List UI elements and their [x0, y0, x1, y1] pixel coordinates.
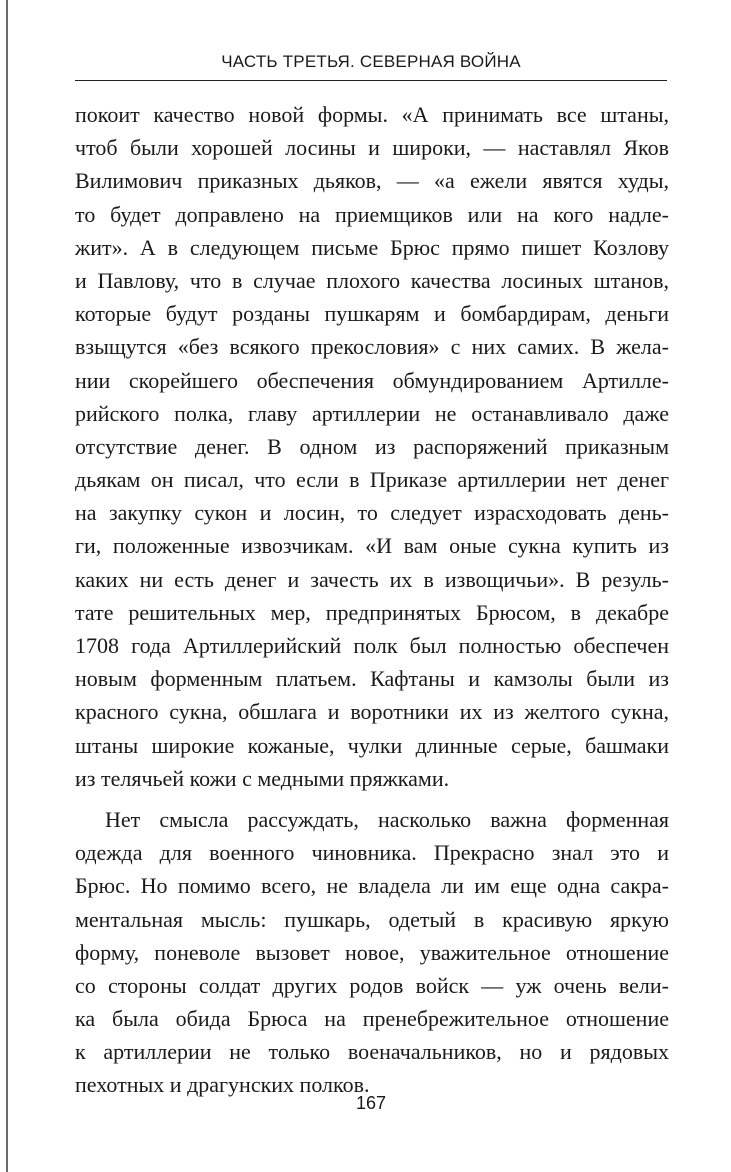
text-line: дьякам он писал, что если в Приказе артиллерии нет денег [75, 467, 669, 493]
text-line: ги, положенные извозчикам. «И вам оные сукна купить из [75, 533, 669, 559]
text-line: со стороны солдат других родов войск — уж очень вели- [75, 972, 669, 998]
text-line: то будет доправлено на приемщиков или на кого надле- [75, 201, 669, 227]
text-line: красного сукна, обшлага и воротники их из желтого сукна, [75, 699, 669, 725]
text-line: чтоб были хорошей лосины и широки, — наставлял Яков [75, 135, 669, 161]
page-body [75, 98, 669, 1102]
text-line: 1708 года Артиллерийский полк был полностью обеспечен [75, 633, 669, 658]
text-line: покоит качество новой формы. «А принимать все штаны, [75, 102, 669, 127]
text-line: жит». А в следующем письме Брюс прямо пишет Козлову [75, 234, 669, 260]
text-line: на закупку сукон и лосин, то следует израсходовать день- [75, 500, 669, 526]
text-line: штаны широкие кожаные, чулки длинные серые, башмаки [75, 732, 669, 758]
text-line: взыщутся «без всякого прекословия» с них самих. В жела- [75, 334, 669, 360]
text-line: новым форменным платьем. Кафтаны и камзолы были из [75, 666, 669, 692]
text-line: ка была обида Брюса на пренебрежительное отношение [75, 1006, 669, 1032]
text-line: Брюс. Но помимо всего, не владела ли им еще одна сакра- [75, 873, 669, 899]
paragraph-2 [75, 803, 669, 1102]
scan-page-edge [6, 0, 8, 1172]
text-line: отсутствие денег. В одном из распоряжений приказным [75, 433, 669, 459]
text-line: одежда для военного чиновника. Прекрасно знал это и [75, 840, 669, 866]
header-rule [75, 80, 667, 81]
paragraph-1 [75, 98, 669, 795]
text-line: и Павлову, что в случае плохого качества лосиных штанов, [75, 267, 669, 293]
text-line: нии скорейшего обеспечения обмундированием Артилле- [75, 367, 669, 393]
text-line: из телячьей кожи с медными пряжками. [75, 765, 450, 791]
text-line: к артиллерии не только военачальников, но и рядовых [75, 1039, 669, 1065]
text-line: Вилимович приказных дьяков, — «а ежели явятся худы, [75, 168, 669, 194]
page-number: 167 [355, 1093, 387, 1113]
running-header: ЧАСТЬ ТРЕТЬЯ. СЕВЕРНАЯ ВОЙНА [221, 52, 521, 71]
text-line: ментальная мысль: пушкарь, одетый в красивую яркую [75, 906, 669, 932]
text-line: рийского полка, главу артиллерии не останавливало даже [75, 400, 669, 426]
text-line: форму, поневоле вызовет новое, уважительное отношение [75, 939, 669, 965]
text-line: Нет смысла рассуждать, насколько важна форменная [105, 806, 669, 832]
text-line: тате решительных мер, предпринятых Брюсом, в декабре [75, 599, 669, 625]
text-line: каких ни есть денег и зачесть их в извощичьи». В резуль- [75, 566, 669, 592]
text-line: которые будут розданы пушкарям и бомбардирам, деньги [75, 301, 669, 327]
text-line: пехотных и драгунских полков. [75, 1072, 370, 1098]
